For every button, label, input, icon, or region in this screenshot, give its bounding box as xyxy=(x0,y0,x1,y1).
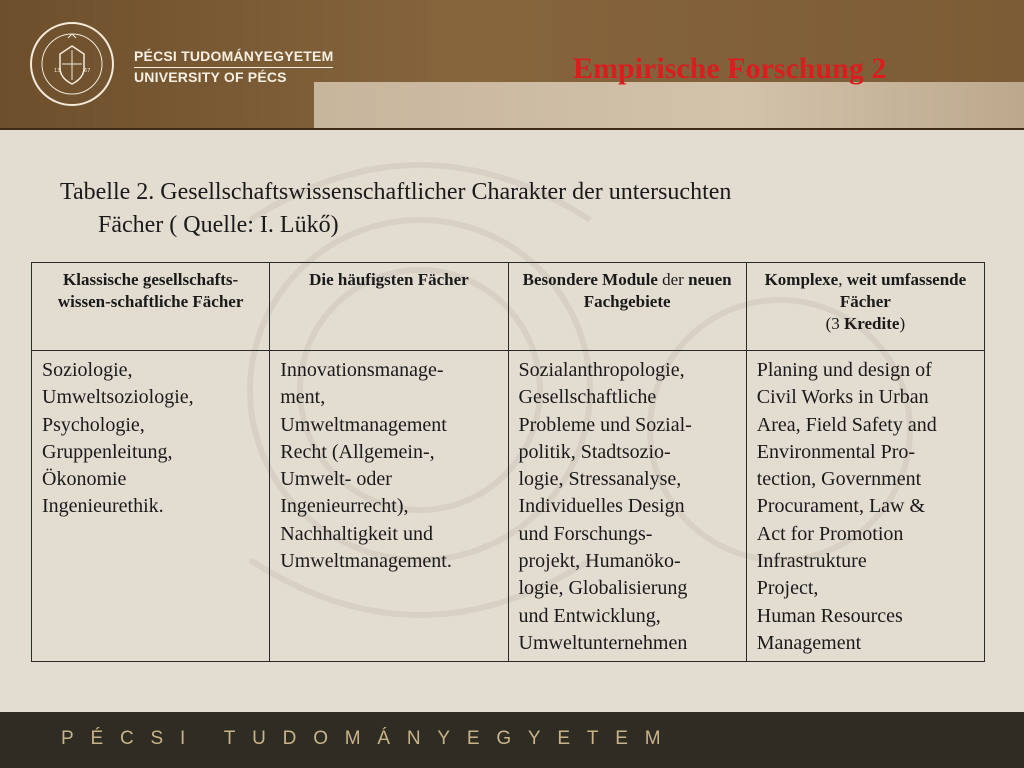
cell-line: Umweltsoziologie, xyxy=(42,386,194,409)
cell-line: Nachhaltigkeit und xyxy=(280,522,433,545)
cell-line: ment, xyxy=(280,386,326,409)
cell-line: Sozialanthropologie, xyxy=(518,359,685,381)
header-text-normal: der xyxy=(657,270,689,289)
header-text: Die häufigsten Fächer xyxy=(309,270,469,289)
cell-line: Gruppenleitung, xyxy=(42,440,173,463)
cell-line: Individuelles Design xyxy=(518,495,685,518)
cell-line: Infrastrukture xyxy=(756,550,867,573)
table-cell-common xyxy=(270,351,508,662)
cell-line: Human Resources xyxy=(756,604,903,627)
cell-line: Psychologie, xyxy=(42,413,145,436)
cell-line: Ingenieurrecht), xyxy=(280,495,409,518)
cell-line: logie, Globalisierung xyxy=(518,577,688,600)
cell-line: Area, Field Safety and xyxy=(756,413,937,436)
table-cell-complex xyxy=(746,351,984,662)
cell-line: Probleme und Sozial- xyxy=(518,413,692,436)
cell-line: Umweltunternehmen xyxy=(518,631,688,654)
table-cell-modules xyxy=(508,351,746,662)
cell-line: tection, Government xyxy=(756,468,922,491)
footer-band xyxy=(0,712,1024,768)
university-name xyxy=(134,47,333,87)
seal-emblem-icon xyxy=(32,24,112,104)
cell-line: logie, Stressanalyse, xyxy=(518,468,682,491)
header-text-bold: Besondere Module xyxy=(522,270,658,289)
university-name-hu: PÉCSI TUDOMÁNYEGYETEM xyxy=(134,47,333,68)
cell-line: und Forschungs- xyxy=(518,522,653,545)
header-text-normal: ) xyxy=(899,314,906,333)
table-caption xyxy=(60,176,960,242)
cell-line: Umweltmanagement. xyxy=(280,550,452,573)
header-text-bold: weit umfassende Fächer xyxy=(839,270,967,311)
university-name-en: UNIVERSITY OF PÉCS xyxy=(134,69,287,85)
cell-line: politik, Stadtsozio- xyxy=(518,440,671,463)
header-text-bold: neuen Fachgebiete xyxy=(583,270,732,311)
cell-line: Procurament, Law & xyxy=(756,495,926,518)
cell-line: und Entwicklung, xyxy=(518,604,661,627)
cell-line: Recht (Allgemein-, xyxy=(280,440,435,463)
university-seal-logo xyxy=(30,22,114,106)
cell-line: Innovationsmanage- xyxy=(280,359,444,381)
header-text-bold: Kredite xyxy=(844,314,900,333)
table-header-row xyxy=(32,263,985,351)
cell-line: Management xyxy=(756,631,862,654)
header-text-normal: , xyxy=(838,270,847,289)
caption-line-2: Fächer ( Quelle: I. Lükő) xyxy=(98,212,339,238)
caption-line-1: Tabelle 2. Gesellschaftswissenschaftlicher Charakter der untersuchten xyxy=(60,179,732,205)
header-band xyxy=(0,0,1024,130)
header-tab-strip xyxy=(314,82,1024,128)
cell-line: Planing und design of xyxy=(756,359,932,381)
svg-text:67: 67 xyxy=(84,68,91,74)
header-text: Klassische gesellschafts-wissen-schaftliche Fächer xyxy=(57,270,244,311)
cell-line: Ökonomie xyxy=(42,468,127,491)
header-classic-subjects xyxy=(32,263,270,351)
cell-line: Gesellschaftliche xyxy=(518,386,657,409)
cell-line: Environmental Pro- xyxy=(756,440,916,463)
footer-university-name: PÉCSI TUDOMÁNYEGYETEM xyxy=(61,728,678,749)
header-text-bold: Komplexe xyxy=(764,270,839,289)
cell-line: Ingenieurethik. xyxy=(42,495,164,518)
header-special-modules xyxy=(508,263,746,351)
cell-line: Umweltmanagement xyxy=(280,413,447,436)
header-text-normal: (3 xyxy=(825,314,845,333)
slide-title: Empirische Forschung 2 xyxy=(573,52,887,85)
header-most-common-subjects xyxy=(270,263,508,351)
header-complex-subjects xyxy=(746,263,984,351)
cell-line: Civil Works in Urban xyxy=(756,386,929,409)
cell-line: Soziologie, xyxy=(42,359,133,381)
cell-line: Umwelt- oder xyxy=(280,468,392,491)
table-cell-classic xyxy=(32,351,270,662)
svg-text:13: 13 xyxy=(54,68,61,74)
cell-line: projekt, Humanöko- xyxy=(518,550,681,573)
cell-line: Project, xyxy=(756,577,819,600)
subjects-table xyxy=(31,262,985,662)
cell-line: Act for Promotion xyxy=(756,522,904,545)
table-row xyxy=(32,351,985,662)
